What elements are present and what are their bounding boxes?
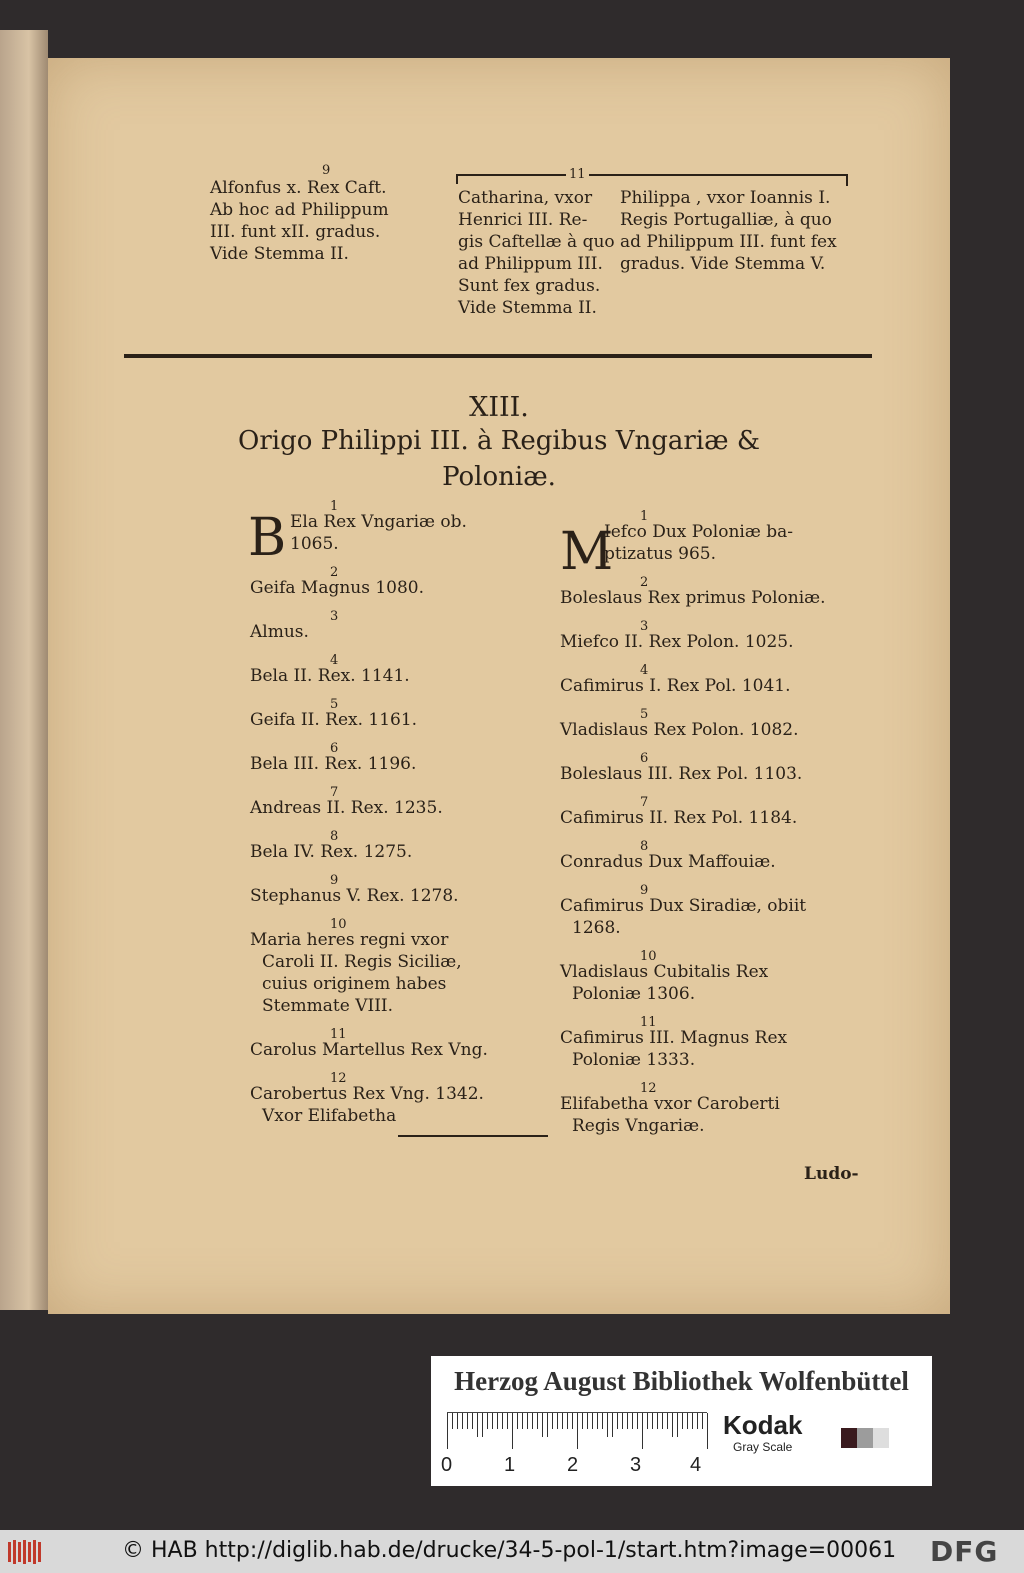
- text-line: ad Philippum III.: [458, 254, 603, 274]
- genealogy-entry: Ela Rex Vngariæ ob.: [290, 512, 467, 532]
- ruler-tick: [512, 1413, 513, 1449]
- ruler-tick: [567, 1413, 568, 1429]
- ruler-tick: [657, 1413, 658, 1429]
- ruler-tick: [617, 1413, 618, 1429]
- genealogy-entry: Geifa II. Rex. 1161.: [250, 710, 418, 730]
- genealogy-entry: Carobertus Rex Vng. 1342.: [250, 1084, 484, 1104]
- generation-number: 3: [640, 619, 649, 634]
- ruler-tick: [642, 1413, 643, 1449]
- ruler-tick: [487, 1413, 488, 1429]
- ruler-tick: [612, 1413, 613, 1437]
- text-line: ad Philippum III. funt fex: [620, 232, 837, 252]
- ruler-tick: [467, 1413, 468, 1429]
- genealogy-entry: Iefco Dux Poloniæ ba-: [604, 522, 793, 542]
- genealogy-entry: Bela IV. Rex. 1275.: [250, 842, 413, 862]
- scale-ruler: [447, 1412, 707, 1450]
- genealogy-entry: Vxor Elifabetha: [262, 1106, 397, 1126]
- footer-bar: [0, 1530, 1024, 1573]
- ruler-tick: [677, 1413, 678, 1437]
- book-page: [48, 58, 950, 1314]
- ruler-tick: [552, 1413, 553, 1429]
- ruler-tick: [522, 1413, 523, 1429]
- ruler-tick: [622, 1413, 623, 1429]
- genealogy-entry: Elifabetha vxor Caroberti: [560, 1094, 780, 1114]
- generation-number: 2: [640, 575, 649, 590]
- genealogy-entry: ptizatus 965.: [604, 544, 717, 564]
- ruler-tick: [482, 1413, 483, 1437]
- gray-swatch-mid: [857, 1428, 873, 1448]
- text-line: Philippa , vxor Ioannis I.: [620, 188, 831, 208]
- generation-number: 4: [330, 653, 339, 668]
- ruler-tick: [602, 1413, 603, 1429]
- library-color-card: [431, 1356, 932, 1486]
- library-name: Herzog August Bibliothek Wolfenbüttel: [454, 1366, 909, 1396]
- ruler-tick: [672, 1413, 673, 1437]
- ruler-number: 0: [441, 1454, 453, 1476]
- section-title-line1: Origo Philippi III. à Regibus Vngariæ &: [238, 426, 760, 456]
- ruler-tick: [452, 1413, 453, 1429]
- generation-number: 2: [330, 565, 339, 580]
- generation-number: 11: [330, 1027, 347, 1042]
- genealogy-entry: Poloniæ 1333.: [572, 1050, 696, 1070]
- ruler-tick: [532, 1413, 533, 1429]
- gray-swatch-light: [873, 1428, 889, 1448]
- ruler-tick: [697, 1413, 698, 1429]
- ruler-tick: [627, 1413, 628, 1429]
- ruler-tick: [507, 1413, 508, 1429]
- generation-number: 4: [640, 663, 649, 678]
- col2-number: 11: [566, 168, 589, 182]
- genealogy-entry: Stephanus V. Rex. 1278.: [250, 886, 459, 906]
- generation-number: 8: [640, 839, 649, 854]
- ruler-tick: [587, 1413, 588, 1429]
- generation-number: 5: [330, 697, 339, 712]
- ruler-tick: [652, 1413, 653, 1429]
- genealogy-entry: 1268.: [572, 918, 621, 938]
- genealogy-entry: Regis Vngariæ.: [572, 1116, 705, 1136]
- kodak-logo: Kodak: [723, 1410, 803, 1440]
- drop-cap-right: M: [560, 522, 614, 582]
- ruler-tick: [462, 1413, 463, 1429]
- text-line: Vide Stemma II.: [210, 244, 349, 264]
- connector-line: [398, 1135, 548, 1137]
- ruler-tick: [582, 1413, 583, 1429]
- genealogy-entry: Cafimirus Dux Siradiæ, obiit: [560, 896, 807, 916]
- ruler-tick: [502, 1413, 503, 1429]
- ruler-tick: [707, 1413, 708, 1449]
- ruler-tick: [632, 1413, 633, 1429]
- ruler-number: 3: [630, 1454, 642, 1476]
- hab-logo-icon: [6, 1538, 46, 1566]
- ruler-number: 2: [567, 1454, 579, 1476]
- ruler-tick: [527, 1413, 528, 1429]
- ruler-tick: [447, 1413, 448, 1449]
- generation-number: 9: [640, 883, 649, 898]
- ruler-number: 4: [690, 1454, 702, 1476]
- genealogy-entry: Vladislaus Rex Polon. 1082.: [560, 720, 799, 740]
- genealogy-entry: Conradus Dux Maffouiæ.: [560, 852, 776, 872]
- text-line: Vide Stemma II.: [458, 298, 597, 318]
- text-line: Alfonfus x. Rex Caft.: [210, 178, 387, 198]
- genealogy-entry: Bela III. Rex. 1196.: [250, 754, 417, 774]
- genealogy-entry: Stemmate VIII.: [262, 996, 394, 1016]
- ruler-tick: [667, 1413, 668, 1429]
- bracket-line: [456, 174, 848, 176]
- generation-number: 1: [640, 509, 649, 524]
- bracket-right: [846, 174, 848, 186]
- generation-number: 6: [330, 741, 339, 756]
- generation-number: 10: [640, 949, 657, 964]
- ruler-tick: [537, 1413, 538, 1429]
- ruler-tick: [692, 1413, 693, 1429]
- section-title-line2: Poloniæ.: [442, 462, 556, 492]
- genealogy-entry: Caroli II. Regis Siciliæ,: [262, 952, 462, 972]
- genealogy-entry: Maria heres regni vxor: [250, 930, 449, 950]
- text-line: Ab hoc ad Philippum: [210, 200, 389, 220]
- genealogy-entry: Bela II. Rex. 1141.: [250, 666, 410, 686]
- ruler-tick: [492, 1413, 493, 1429]
- generation-number: 12: [330, 1071, 347, 1086]
- genealogy-entry: Geifa Magnus 1080.: [250, 578, 425, 598]
- text-line: gradus. Vide Stemma V.: [620, 254, 826, 274]
- text-line: gis Caftellæ à quo: [458, 232, 615, 252]
- ruler-tick: [542, 1413, 543, 1437]
- ruler-tick: [662, 1413, 663, 1429]
- drop-cap-left: B: [248, 508, 287, 568]
- ruler-tick: [607, 1413, 608, 1437]
- genealogy-entry: Andreas II. Rex. 1235.: [250, 798, 443, 818]
- genealogy-entry: Almus.: [250, 622, 309, 642]
- generation-number: 10: [330, 917, 347, 932]
- generation-number: 1: [330, 499, 339, 514]
- generation-number: 6: [640, 751, 649, 766]
- ruler-tick: [557, 1413, 558, 1429]
- ruler-tick: [547, 1413, 548, 1437]
- text-line: III. funt xII. gradus.: [210, 222, 381, 242]
- ruler-tick: [577, 1413, 578, 1449]
- ruler-tick: [477, 1413, 478, 1437]
- text-line: Regis Portugalliæ, à quo: [620, 210, 832, 230]
- catchword: Ludo-: [804, 1164, 859, 1184]
- generation-number: 9: [330, 873, 339, 888]
- text-line: Henrici III. Re-: [458, 210, 588, 230]
- ruler-tick: [687, 1413, 688, 1429]
- gray-scale-label: Gray Scale: [733, 1440, 793, 1454]
- generation-number: 7: [330, 785, 339, 800]
- ruler-number: 1: [504, 1454, 516, 1476]
- text-line: Catharina, vxor: [458, 188, 593, 208]
- copyright-link[interactable]: © HAB http://diglib.hab.de/drucke/34-5-pol-1/start.htm?image=00061: [122, 1538, 897, 1563]
- ruler-tick: [647, 1413, 648, 1429]
- genealogy-entry: Vladislaus Cubitalis Rex: [560, 962, 769, 982]
- ruler-tick: [682, 1413, 683, 1429]
- genealogy-entry: Cafimirus I. Rex Pol. 1041.: [560, 676, 791, 696]
- generation-number: 11: [640, 1015, 657, 1030]
- dfg-logo: DFG: [930, 1535, 999, 1568]
- ruler-tick: [572, 1413, 573, 1429]
- genealogy-entry: Poloniæ 1306.: [572, 984, 696, 1004]
- genealogy-entry: Cafimirus III. Magnus Rex: [560, 1028, 788, 1048]
- genealogy-entry: Miefco II. Rex Polon. 1025.: [560, 632, 794, 652]
- section-divider: [124, 354, 872, 358]
- ruler-tick: [637, 1413, 638, 1429]
- generation-number: 3: [330, 609, 339, 624]
- genealogy-entry: Boleslaus Rex primus Poloniæ.: [560, 588, 826, 608]
- ruler-tick: [562, 1413, 563, 1429]
- ruler-tick: [457, 1413, 458, 1429]
- ruler-tick: [472, 1413, 473, 1429]
- col1-number: 9: [322, 163, 331, 178]
- genealogy-entry: 1065.: [290, 534, 339, 554]
- generation-number: 5: [640, 707, 649, 722]
- ruler-tick: [702, 1413, 703, 1429]
- genealogy-entry: Cafimirus II. Rex Pol. 1184.: [560, 808, 798, 828]
- section-numeral: XIII.: [469, 392, 529, 423]
- gray-swatch-dark: [841, 1428, 857, 1448]
- generation-number: 12: [640, 1081, 657, 1096]
- genealogy-entry: cuius originem habes: [262, 974, 447, 994]
- ruler-tick: [597, 1413, 598, 1429]
- generation-number: 7: [640, 795, 649, 810]
- ruler-tick: [497, 1413, 498, 1429]
- text-line: Sunt fex gradus.: [458, 276, 601, 296]
- facing-page-edge: [0, 30, 48, 1310]
- ruler-tick: [592, 1413, 593, 1429]
- genealogy-entry: Boleslaus III. Rex Pol. 1103.: [560, 764, 803, 784]
- genealogy-entry: Carolus Martellus Rex Vng.: [250, 1040, 488, 1060]
- bracket-left: [456, 174, 458, 184]
- ruler-tick: [517, 1413, 518, 1429]
- generation-number: 8: [330, 829, 339, 844]
